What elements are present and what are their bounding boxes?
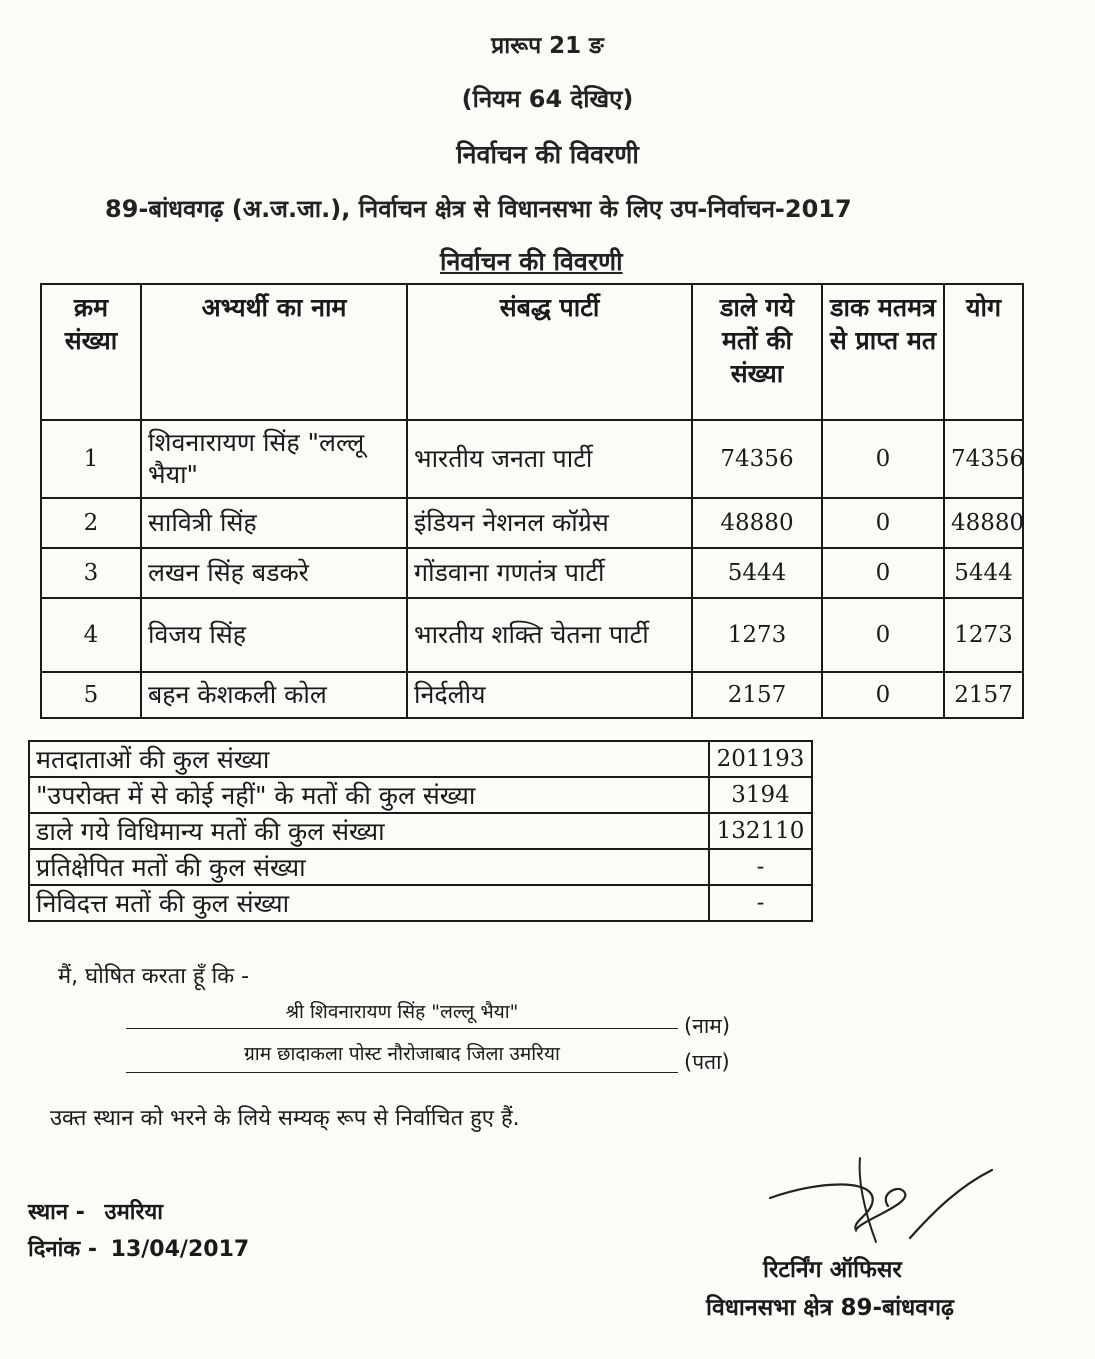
table-row: [41, 548, 1023, 598]
serial-cell: 3: [41, 548, 141, 598]
serial-cell: 4: [41, 598, 141, 672]
date-line: [28, 1233, 249, 1263]
total-cell: 1273: [944, 598, 1023, 672]
totals-value: 3194: [709, 777, 812, 813]
winner-address: ग्राम छादाकला पोस्ट नौरोजाबाद जिला उमरिया: [126, 1040, 678, 1073]
total-cell: 2157: [944, 672, 1023, 718]
place-line: [28, 1196, 163, 1226]
table-row: [41, 598, 1023, 672]
total-cell: 5444: [944, 548, 1023, 598]
postal-cell: 0: [822, 548, 944, 598]
col-votes-header: डाले गये मतों की संख्या: [692, 284, 822, 420]
election-title: 89-बांधवगढ़ (अ.ज.जा.), निर्वाचन क्षेत्र से विधानसभा के लिए उप-निर्वाचन-2017: [105, 195, 852, 223]
col-candidate-header: अभ्यर्थी का नाम: [141, 284, 407, 420]
table-row: [41, 672, 1023, 718]
totals-value: -: [709, 849, 812, 885]
totals-row: [29, 849, 812, 885]
col-serial-header: क्रम संख्या: [41, 284, 141, 420]
results-header-row: [41, 284, 1023, 420]
declaration-closing: उक्त स्थान को भरने के लिये सम्यक् रूप से निर्वाचित हुए हैं.: [50, 1106, 520, 1131]
candidate-cell: विजय सिंह: [141, 598, 407, 672]
party-cell: भारतीय जनता पार्टी: [407, 420, 692, 498]
date-label: दिनांक -: [28, 1237, 97, 1262]
totals-label: प्रतिक्षेपित मतों की कुल संख्या: [29, 849, 709, 885]
postal-cell: 0: [822, 598, 944, 672]
table-row: [41, 420, 1023, 498]
serial-cell: 5: [41, 672, 141, 718]
totals-value: -: [709, 885, 812, 921]
totals-label: निविदत्त मतों की कुल संख्या: [29, 885, 709, 921]
rule-reference: (नियम 64 देखिए): [461, 85, 634, 113]
party-cell: निर्दलीय: [407, 672, 692, 718]
col-postal-header: डाक मतमत्र से प्राप्त मत: [822, 284, 944, 420]
party-cell: गोंडवाना गणतंत्र पार्टी: [407, 548, 692, 598]
declaration-intro: मैं, घोषित करता हूँ कि -: [58, 964, 250, 989]
totals-row: [29, 813, 812, 849]
totals-table: [28, 740, 813, 922]
candidate-cell: बहन केशकली कोल: [141, 672, 407, 718]
totals-row: [29, 885, 812, 921]
col-total-header: योग: [944, 284, 1023, 420]
col-party-header: संबद्ध पार्टी: [407, 284, 692, 420]
votes-cell: 48880: [692, 498, 822, 548]
candidate-cell: सावित्री सिंह: [141, 498, 407, 548]
votes-cell: 2157: [692, 672, 822, 718]
document-subtitle: निर्वाचन की विवरणी: [440, 247, 623, 276]
totals-label: मतदाताओं की कुल संख्या: [29, 741, 709, 777]
party-cell: भारतीय शक्ति चेतना पार्टी: [407, 598, 692, 672]
totals-row: [29, 741, 812, 777]
name-label: (नाम): [684, 1014, 731, 1038]
party-cell: इंडियन नेशनल कॉग्रेस: [407, 498, 692, 548]
winner-name: श्री शिवनारायण सिंह "लल्लू भैया": [126, 998, 678, 1029]
signatory-title: रिटर्निंग ऑफिसर: [763, 1257, 902, 1283]
postal-cell: 0: [822, 672, 944, 718]
totals-value: 201193: [709, 741, 812, 777]
total-cell: 74356: [944, 420, 1023, 498]
postal-cell: 0: [822, 420, 944, 498]
address-label: (पता): [684, 1050, 730, 1074]
votes-cell: 1273: [692, 598, 822, 672]
totals-label: "उपरोक्त में से कोई नहीं" के मतों की कुल संख्या: [29, 777, 709, 813]
postal-cell: 0: [822, 498, 944, 548]
document-title: निर्वाचन की विवरणी: [456, 140, 639, 169]
form-number: प्रारूप 21 ङ: [491, 33, 604, 59]
totals-value: 132110: [709, 813, 812, 849]
candidate-cell: शिवनारायण सिंह "लल्लू भैया": [141, 420, 407, 498]
table-row: [41, 498, 1023, 548]
place-label: स्थान -: [28, 1200, 85, 1225]
date-value: 13/04/2017: [110, 1237, 250, 1262]
serial-cell: 2: [41, 498, 141, 548]
signatory-office: विधानसभा क्षेत्र 89-बांधवगढ़: [706, 1295, 954, 1321]
signature-image: [760, 1150, 1000, 1250]
totals-row: [29, 777, 812, 813]
totals-label: डाले गये विधिमान्य मतों की कुल संख्या: [29, 813, 709, 849]
serial-cell: 1: [41, 420, 141, 498]
total-cell: 48880: [944, 498, 1023, 548]
candidate-cell: लखन सिंह बडकरे: [141, 548, 407, 598]
votes-cell: 74356: [692, 420, 822, 498]
votes-cell: 5444: [692, 548, 822, 598]
results-table: [40, 283, 1024, 719]
place-value: उमरिया: [104, 1200, 163, 1225]
